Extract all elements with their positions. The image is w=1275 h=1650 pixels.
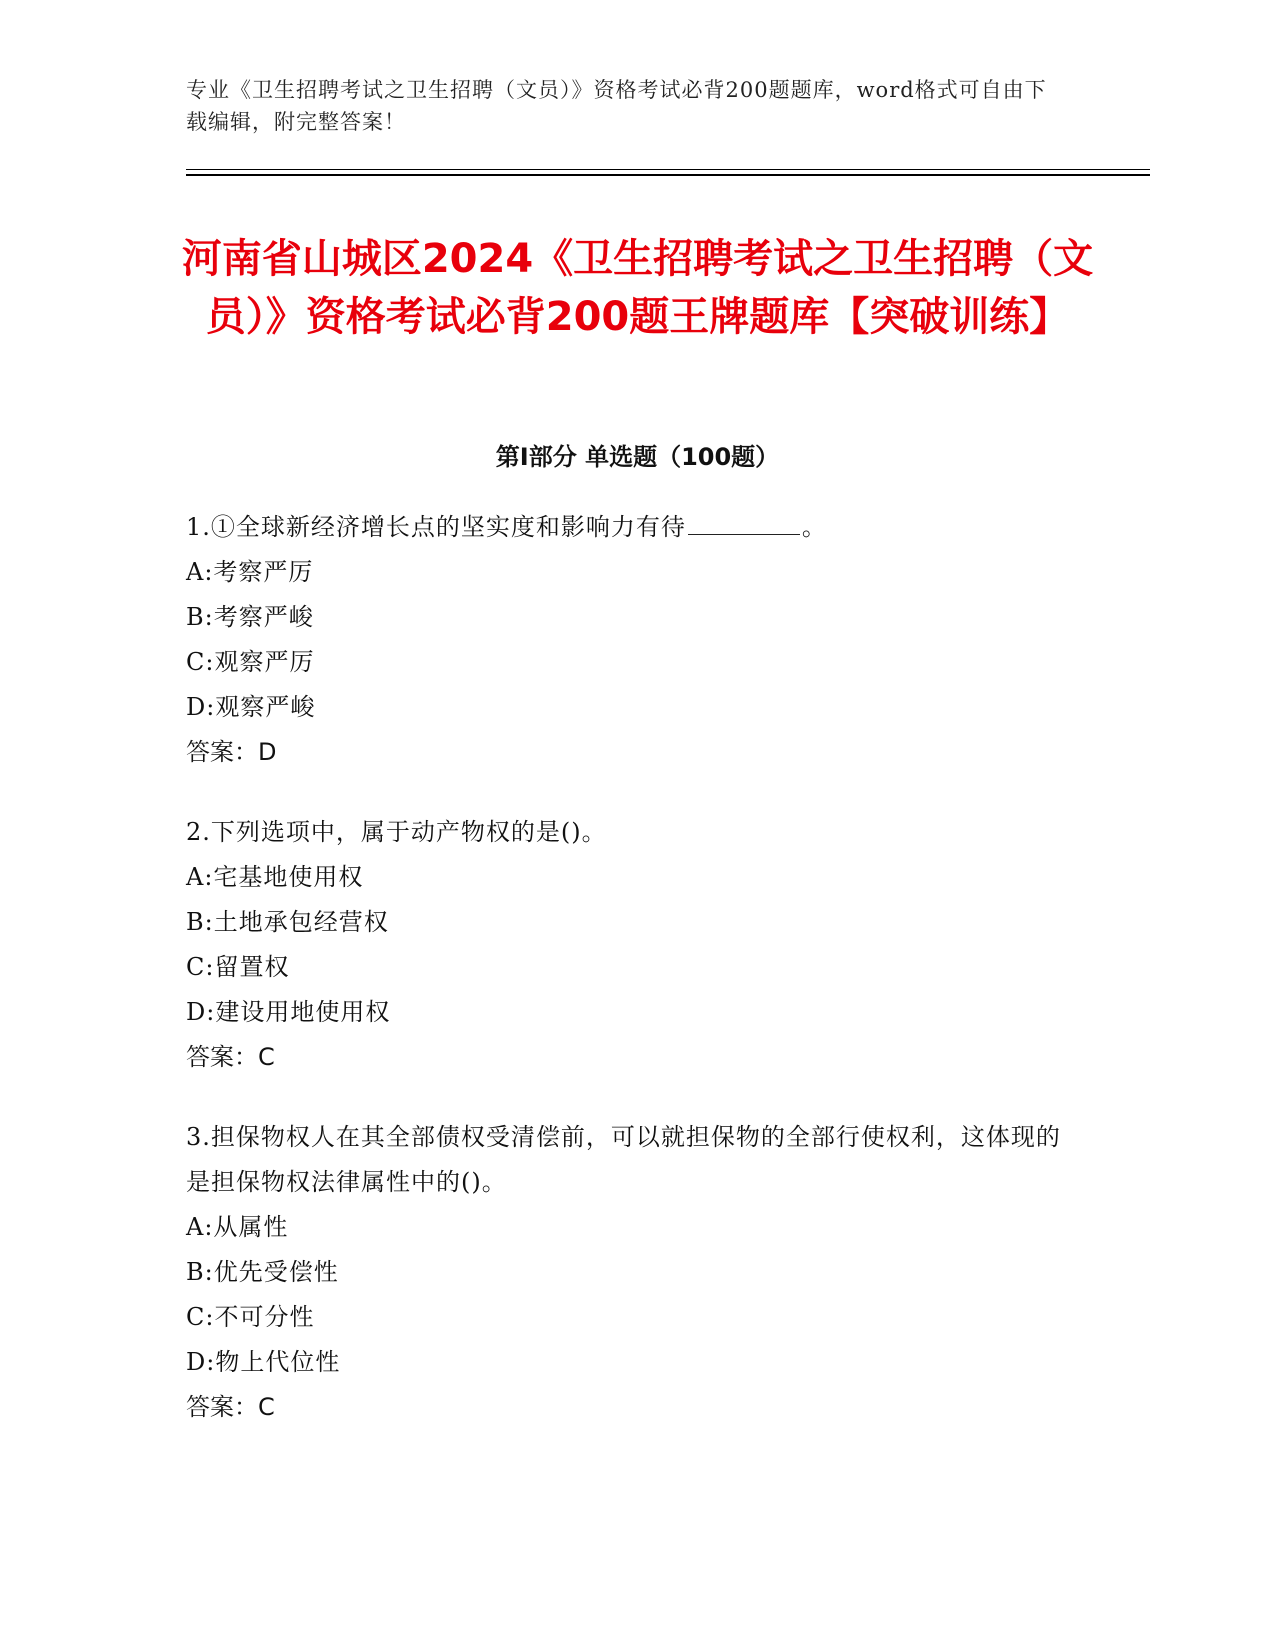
option-c: C:不可分性: [186, 1303, 315, 1331]
question-stem-text: 1.①全球新经济增长点的坚实度和影响力有待: [186, 513, 686, 541]
answer-blank: [688, 512, 800, 535]
question-3: [186, 1115, 1066, 1430]
document-title: 河南省山城区2024《卫生招聘考试之卫生招聘（文员）》资格考试必背200题王牌题库【突破训练】: [181, 236, 1094, 340]
question-stem: [186, 505, 1066, 550]
question-2: [186, 810, 1066, 1080]
option-d: D:观察严峻: [186, 693, 316, 721]
question-1: [186, 505, 1066, 775]
answer-text: 答案：C: [186, 1393, 275, 1421]
option-d: D:物上代位性: [186, 1348, 341, 1376]
option-b: B:考察严峻: [186, 603, 314, 631]
option-c: C:观察严厉: [186, 648, 315, 676]
option-d: D:建设用地使用权: [186, 998, 391, 1026]
question-stem: 3.担保物权人在其全部债权受清偿前，可以就担保物的全部行使权利，这体现的是担保物权法律属性中的()。: [186, 1123, 1061, 1196]
option-a: A:宅基地使用权: [186, 863, 364, 891]
header-note: 专业《卫生招聘考试之卫生招聘（文员）》资格考试必背200题题库，word格式可自由下载编辑，附完整答案！: [186, 78, 1047, 134]
option-a: A:从属性: [186, 1213, 289, 1241]
answer-text: 答案：C: [186, 1043, 275, 1071]
option-c: C:留置权: [186, 953, 290, 981]
question-stem-end: 。: [801, 513, 827, 541]
question-stem: 2.下列选项中，属于动产物权的是()。: [186, 818, 607, 846]
section-title: 第I部分 单选题（100题）: [495, 443, 780, 471]
option-b: B:土地承包经营权: [186, 908, 389, 936]
answer-text: 答案：D: [186, 738, 277, 766]
option-b: B:优先受偿性: [186, 1258, 339, 1286]
option-a: A:考察严厉: [186, 558, 314, 586]
header-divider-thin: [186, 169, 1150, 170]
header-divider-thick: [186, 174, 1150, 176]
